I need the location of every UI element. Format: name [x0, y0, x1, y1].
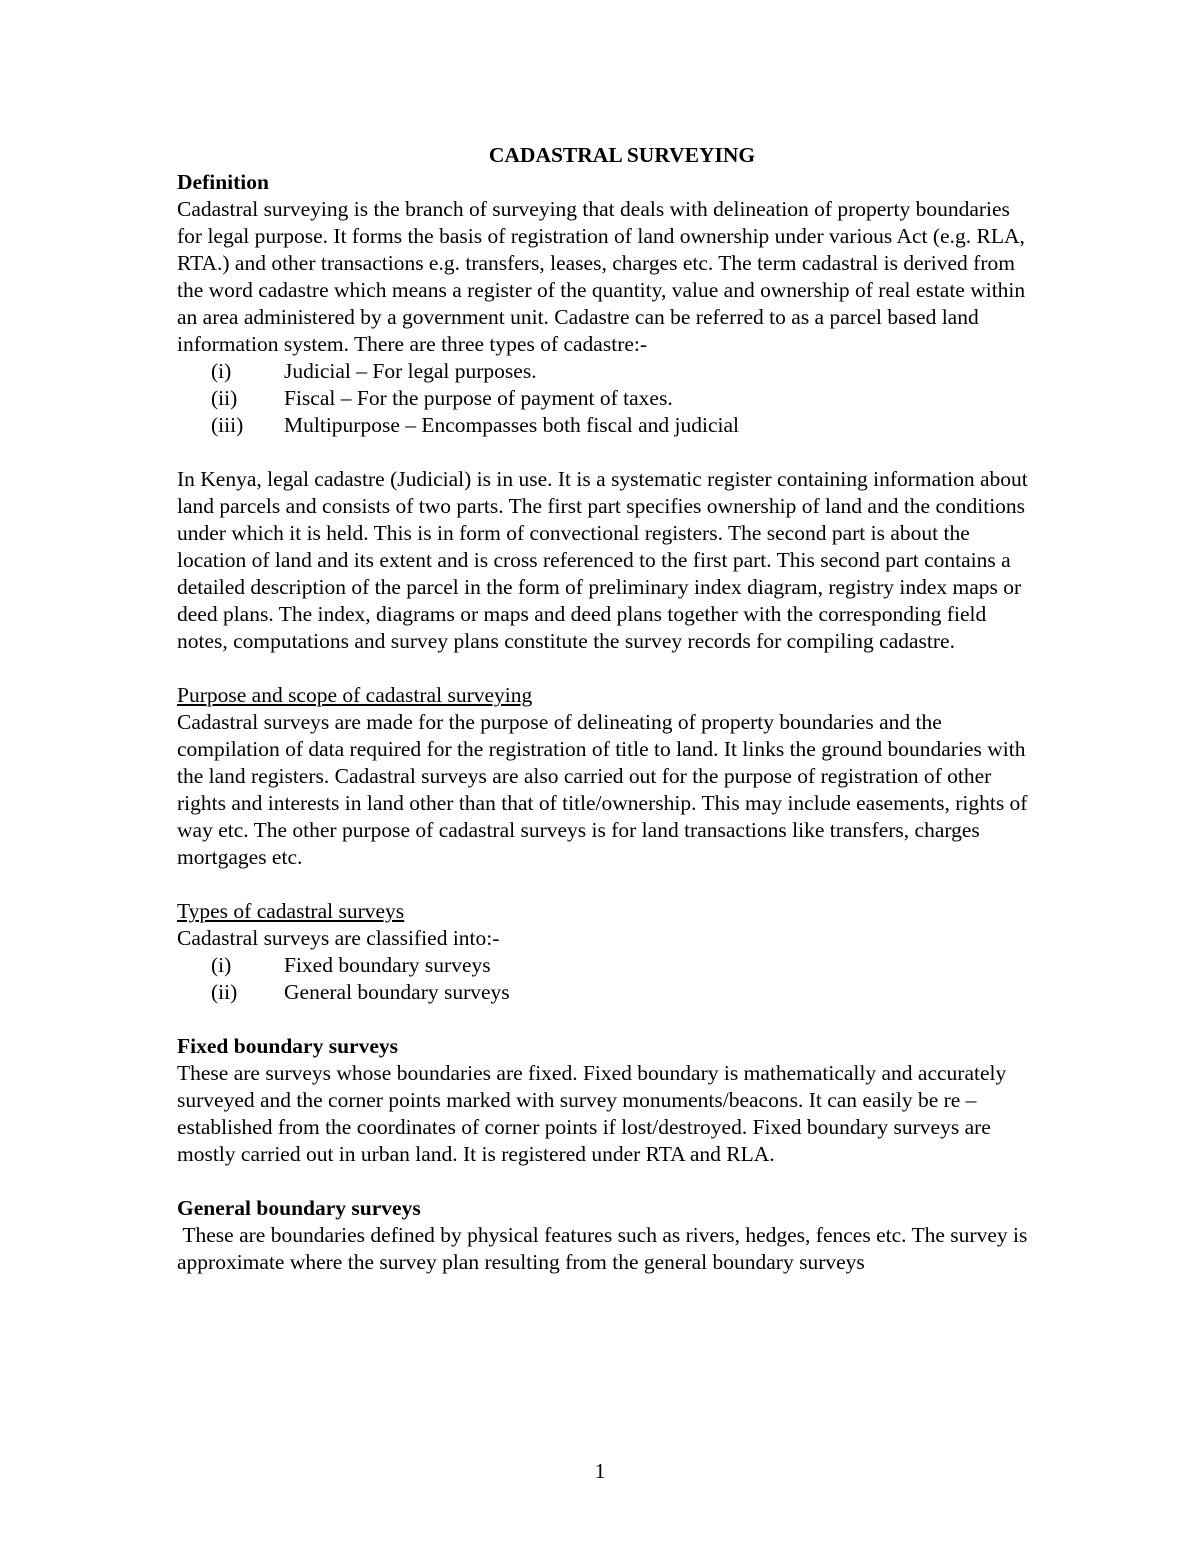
definition-paragraph: Cadastral surveying is the branch of surveying that deals with delineation of property boundaries for legal purpose. It forms the basis of registration of land ownership under various Act (e.g. RLA, RTA.) and other transactions e.g. transfers, leases, charges etc. The term cadastral is derived from the word cadastre which means a register of the quantity, value and ownership of real estate within an area administered by a government unit. Cadastre can be referred to as a parcel based land information system. There are three types of cadastre:- [177, 197, 1026, 356]
list-item-number: (ii) [211, 386, 238, 410]
list-item-text: Fiscal – For the purpose of payment of taxes. [284, 386, 673, 410]
spacer [177, 871, 1037, 898]
survey-types-list [177, 952, 1037, 1006]
document-page [177, 142, 1037, 1276]
list-item-number: (iii) [211, 413, 244, 437]
list-item-text: Judicial – For legal purposes. [284, 359, 537, 383]
cadastre-types-list [177, 358, 1037, 439]
spacer [177, 439, 1037, 466]
list-item-number: (ii) [211, 980, 238, 1004]
general-boundary-heading: General boundary surveys [177, 1196, 421, 1220]
list-item-number: (i) [211, 953, 232, 977]
kenya-paragraph: In Kenya, legal cadastre (Judicial) is in use. It is a systematic register containing information about land parcels and consists of two parts. The first part specifies ownership of land and the conditions under which it is held. This is in form of convectional registers. The second part is about the location of land and its extent and is cross referenced to the first part. This second part contains a detailed description of the parcel in the form of preliminary index diagram, registry index maps or deed plans. The index, diagrams or maps and deed plans together with the corresponding field notes, computations and survey plans constitute the survey records for compiling cadastre. [177, 467, 1028, 653]
list-item [177, 385, 1037, 412]
list-item-text: General boundary surveys [284, 980, 510, 1004]
list-item [177, 412, 1037, 439]
list-item [177, 952, 1037, 979]
spacer [177, 1006, 1037, 1033]
general-boundary-paragraph: These are boundaries defined by physical features such as rivers, hedges, fences etc. The survey is approximate where the survey plan resulting from the general boundary surveys [177, 1223, 1033, 1274]
purpose-heading: Purpose and scope of cadastral surveying [177, 683, 533, 707]
types-heading: Types of cadastral surveys [177, 899, 405, 923]
list-item-text: Multipurpose – Encompasses both fiscal and judicial [284, 413, 739, 437]
purpose-paragraph: Cadastral surveys are made for the purpose of delineating of property boundaries and the compilation of data required for the registration of title to land. It links the ground boundaries with the land registers. Cadastral surveys are also carried out for the purpose of registration of other rights and interests in land other than that of title/ownership. This may include easements, rights of way etc. The other purpose of cadastral surveys is for land transactions like transfers, charges mortgages etc. [177, 710, 1028, 869]
list-item-text: Fixed boundary surveys [284, 953, 491, 977]
page-number: 1 [594, 1459, 606, 1483]
spacer [177, 655, 1037, 682]
list-item-number: (i) [211, 359, 232, 383]
definition-heading: Definition [177, 170, 269, 194]
list-item [177, 979, 1037, 1006]
spacer [177, 1168, 1037, 1195]
fixed-boundary-paragraph: These are surveys whose boundaries are fixed. Fixed boundary is mathematically and accurately surveyed and the corner points marked with survey monuments/beacons. It can easily be re – established from the coordinates of corner points if lost/destroyed. Fixed boundary surveys are mostly carried out in urban land. It is registered under RTA and RLA. [177, 1061, 1007, 1166]
types-intro: Cadastral surveys are classified into:- [177, 926, 500, 950]
list-item [177, 358, 1037, 385]
fixed-boundary-heading: Fixed boundary surveys [177, 1034, 399, 1058]
document-title: CADASTRAL SURVEYING [488, 143, 756, 167]
